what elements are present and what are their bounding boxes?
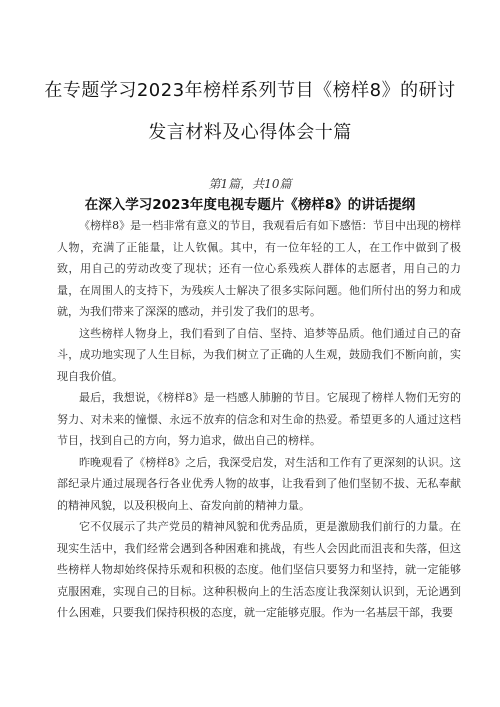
paragraph-1: 《榜样8》是一档非常有意义的节目，我观看后有如下感悟：节目中出现的榜样人物，充满了正能量，让人钦佩。其中，有一位年轻的工人，在工作中做到了极致，用自己的劳动改变了现状；还有一位心系残疾人群体的志愿者，用自己的力量，在周围人的支持下，为残疾人士解决了很多实际问题。他们所付出的努力和成就，为我们带来了深深的感动，并引发了我们的思考。 [57, 219, 461, 318]
article-subtitle: 在深入学习2023年度电视专题片《榜样8》的讲话提纲 [84, 197, 416, 213]
part-label: 第1篇，共10篇 [208, 177, 292, 191]
article-body [57, 215, 461, 624]
document-title-line-2: 发言材料及心得体会十篇 [148, 122, 352, 143]
paragraph-3: 最后，我想说，《榜样8》是一档感人肺腑的节目。它展现了榜样人物们无穷的努力、对未来的憧憬、永远不放弃的信念和对生命的热爱。希望更多的人通过这档节目，找到自己的方向，努力追求，做出自己的榜样。 [57, 391, 461, 447]
paragraph-5: 它不仅展示了共产党员的精神风貌和优秀品质，更是激励我们前行的力量。在现实生活中，我们经常会遇到各种困难和挑战，有些人会因此而沮丧和失落，但这些榜样人物却始终保持乐观和积极的态度。他们坚信只要努力和坚持，就一定能够克服困难，实现自己的目标。这种积极向上的生活态度让我深刻认识到，无论遇到什么困难，只要我们保持积极的态度，就一定能够克服。作为一名基层干部，我要 [57, 520, 461, 619]
document-title-line-1: 在专题学习2023年榜样系列节目《榜样8》的研讨 [44, 80, 456, 101]
paragraph-4: 昨晚观看了《榜样8》之后，我深受启发，对生活和工作有了更深刻的认识。这部纪录片通过展现各行各业优秀人物的故事，让我看到了他们坚韧不拔、无私奉献的精神风貌，以及积极向上、奋发向前的精神力量。 [57, 455, 461, 512]
paragraph-2: 这些榜样人物身上，我们看到了自信、坚持、追梦等品质。他们通过自己的奋斗，成功地实现了人生目标，为我们树立了正确的人生观，鼓励我们不断向前，实现自我价值。 [57, 326, 461, 383]
